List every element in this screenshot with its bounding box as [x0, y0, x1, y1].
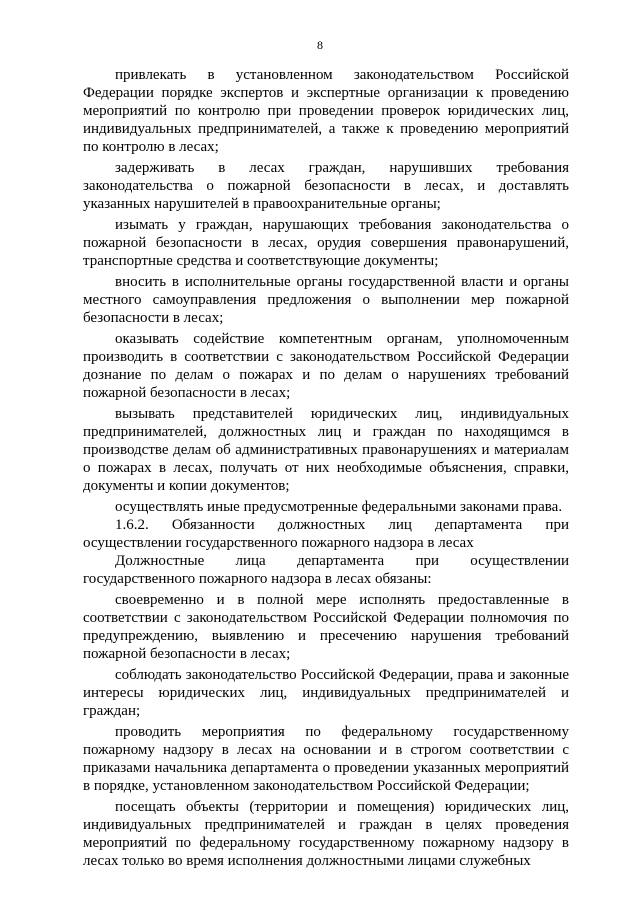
paragraph-attract-experts: привлекать в установленном законодательством Российской Федерации порядке экспертов и экспертные организации к проведению мероприятий по контролю при проведении проверок юридических лиц, индивидуальных предпринимателей, а также к проведению мероприятий по контролю в лесах;	[83, 67, 569, 155]
paragraph-conduct-measures: проводить мероприятия по федеральному государственному пожарному надзору в лесах на основании и в строгом соответствии с приказами начальника департамента о проведении указанных мероприятий в порядке, установленном законодательством Российской Федерации;	[83, 724, 569, 794]
paragraph-assist-authorities: оказывать содействие компетентным органам, уполномоченным производить в соответствии с законодательством Российской Федерации дознание по делам о пожарах и по делам о нарушениях требований пожарной безопасности в лесах;	[83, 331, 569, 401]
paragraph-other-rights: осуществлять иные предусмотренные федеральными законами права.	[115, 499, 563, 515]
paragraph-detain-citizens: задерживать в лесах граждан, нарушивших требования законодательства о пожарной безопасности в лесах, и доставлять указанных нарушителей в правоохранительные органы;	[83, 160, 569, 212]
paragraph-observe-law: соблюдать законодательство Российской Федерации, права и законные интересы юридических лиц, индивидуальных предпринимателей и граждан;	[83, 667, 569, 719]
page-number: 8	[317, 38, 323, 52]
paragraph-exercise-powers: своевременно и в полной мере исполнять предоставленные в соответствии с законодательством Российской Федерации полномочия по предупреждению, выявлению и пресечению нарушения требований пожарной безопасности в лесах;	[83, 592, 569, 662]
paragraph-seize-items: изымать у граждан, нарушающих требования законодательства о пожарной безопасности в лесах, орудия совершения правонарушений, транспортные средства и соответствующие документы;	[83, 217, 569, 269]
document-body	[83, 66, 569, 870]
paragraph-visit-objects: посещать объекты (территории и помещения) юридических лиц, индивидуальных предпринимателей и граждан в целях проведения мероприятий по федеральному государственному пожарному надзору в лесах только во время исполнения должностными лицами служебных	[83, 799, 569, 869]
paragraph-officials-obliged: Должностные лица департамента при осуществлении государственного пожарного надзора в лесах обязаны:	[83, 553, 569, 587]
paragraph-submit-proposals: вносить в исполнительные органы государственной власти и органы местного самоуправления предложения о выполнении мер пожарной безопасности в лесах;	[83, 274, 569, 326]
section-heading-duties: 1.6.2. Обязанности должностных лиц департамента при осуществлении государственного пожарного надзора в лесах	[83, 517, 569, 551]
paragraph-summon-representatives: вызывать представителей юридических лиц, индивидуальных предпринимателей, должностных лиц и граждан по находящимся в производстве делам об административных правонарушениях и материалам о пожарах в лесах, получать от них необходимые объяснения, справки, документы и копии документов;	[83, 406, 569, 494]
